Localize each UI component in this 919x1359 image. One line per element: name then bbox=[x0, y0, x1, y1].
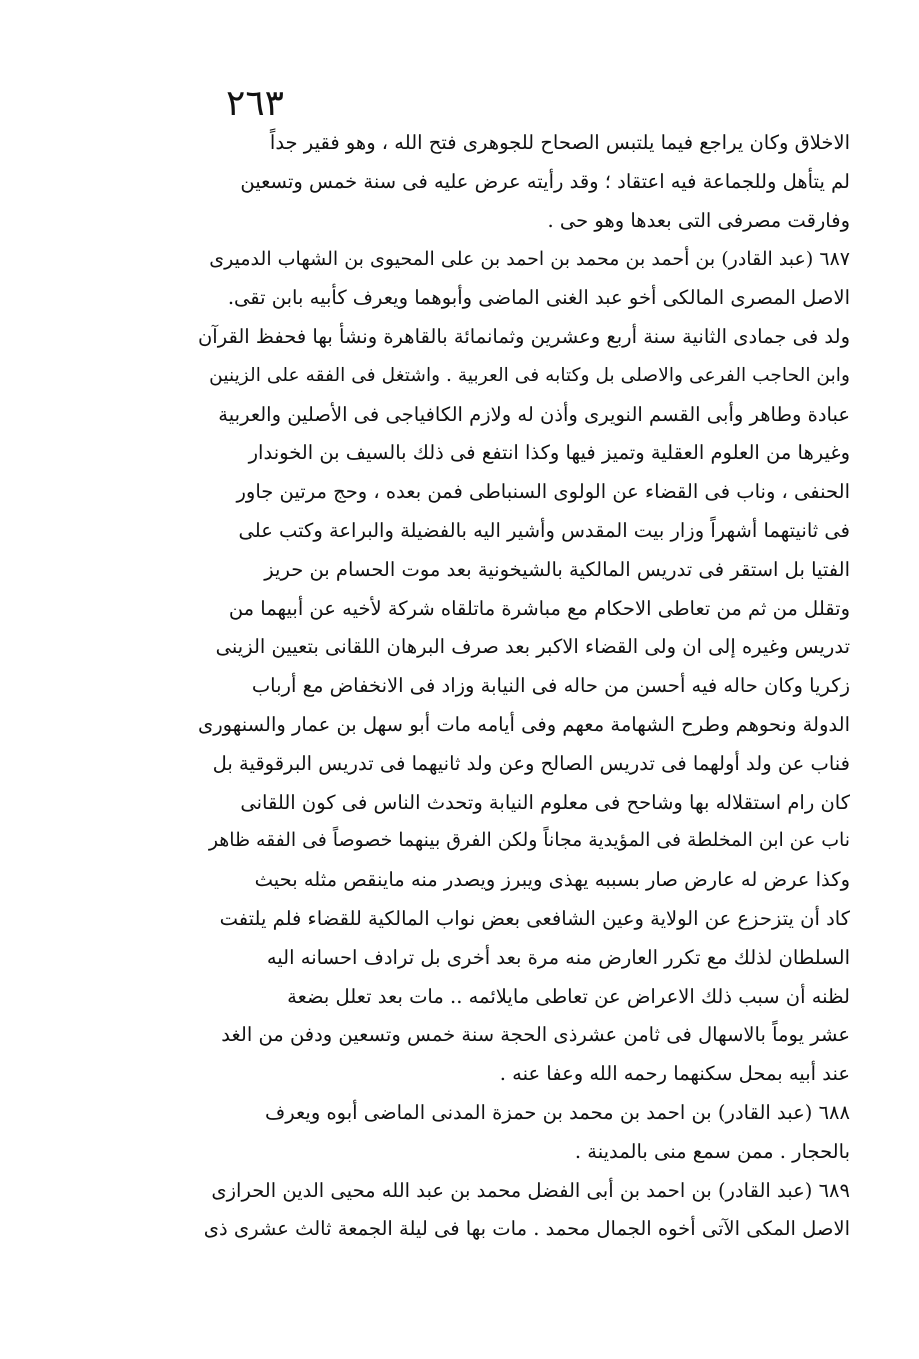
text-line: وابن الحاجب الفرعى والاصلى بل وكتابه فى العربية . واشتغل فى الفقه على الزينين bbox=[209, 364, 850, 386]
text-line: الدولة ونحوهم وطرح الشهامة معهم وفى أيامه مات أبو سهل بن عمار والسنهورى bbox=[197, 712, 850, 736]
text-line: السلطان لذلك مع تكرر العارض منه مرة بعد أخرى بل ترادف احسانه اليه bbox=[266, 945, 850, 969]
text-line: الاخلاق وكان يراجع فيما يلتبس الصحاح للجوهرى فتح الله ، وهو فقير جداً bbox=[269, 131, 850, 154]
entry-heading-688: ٦٨٨ (عبد القادر) بن احمد بن محمد بن حمزة المدنى الماضى أبوه ويعرف bbox=[265, 1100, 850, 1124]
text-line: الاصل المصرى المالكى أخو عبد الغنى الماضى وأبوهما ويعرف كأبيه بابن تقى. bbox=[227, 286, 850, 310]
text-line: وكذا عرض له عارض صار بسببه يهذى ويبرز ويصدر منه ماينقص مثله بحيث bbox=[254, 868, 850, 892]
text-line: وغيرها من العلوم العقلية وتميز فيها وكذا انتفع فى ذلك بالسيف بن الخوندار bbox=[248, 441, 850, 465]
text-line: وفارقت مصرفى التى بعدها وهو حى . bbox=[547, 208, 850, 232]
text-line: فناب عن ولد أولهما فى تدريس الصالح وعن ولد ثانيهما فى تدريس البرقوقية بل bbox=[212, 751, 850, 775]
entry-heading-687: ٦٨٧ (عبد القادر) بن أحمد بن محمد بن احمد بن على المحيوى بن الشهاب الدميرى bbox=[209, 248, 850, 271]
text-line: بالحجار . ممن سمع منى بالمدينة . bbox=[574, 1139, 850, 1163]
page-number: ٢٦٣ bbox=[226, 83, 285, 124]
text-line: كان رام استقلاله بها وشاحح فى معلوم النيابة وتحدث الناس فى كون اللقانى bbox=[240, 790, 850, 814]
text-line: عبادة وطاهر وأبى القسم النويرى وأذن له ولازم الكافياجى فى الأصلين والعربية bbox=[218, 402, 850, 426]
entry-heading-689: ٦٨٩ (عبد القادر) بن احمد بن أبى الفضل محمد بن عبد الله محيى الدين الحرازى bbox=[211, 1178, 850, 1202]
text-line: الحنفى ، وناب فى القضاء عن الولوى السنباطى فمن بعده ، وحج مرتين جاور bbox=[236, 480, 850, 504]
text-line: كاد أن يتزحزع عن الولاية وعين الشافعى بعض نواب المالكية للقضاء فلم يلتفت bbox=[219, 906, 850, 930]
text-line: وتقلل من ثم من تعاطى الاحكام مع مباشرة ماتلقاه شركة لأخيه عن أبيهما من bbox=[228, 596, 850, 620]
text-line: ولد فى جمادى الثانية سنة أربع وعشرين وثمانمائة بالقاهرة ونشأ بها فحفظ القرآن bbox=[197, 324, 850, 348]
text-line: فى ثانيتهما أشهراً وزار بيت المقدس وأشير اليه بالفضيلة والبراعة وكتب على bbox=[238, 518, 850, 542]
text-line: الفتيا بل استقر فى تدريس المالكية بالشيخونية بعد موت الحسام بن حريز bbox=[264, 557, 850, 581]
text-line: عشر يوماً بالاسهال فى ثامن عشرذى الحجة سنة خمس وتسعين ودفن من الغد bbox=[221, 1023, 850, 1047]
text-line: ناب عن ابن المخلطة فى المؤيدية مجاناً ولكن الفرق بينهما خصوصاً فى الفقه ظاهر bbox=[208, 830, 850, 852]
text-line: عند أبيه بمحل سكنهما رحمه الله وعفا عنه . bbox=[499, 1062, 850, 1086]
body-text bbox=[196, 124, 850, 1249]
text-line: تدريس وغيره إلى ان ولى القضاء الاكبر بعد صرف البرهان اللقانى بتعيين الزينى bbox=[215, 635, 850, 659]
text-line: لم يتأهل وللجماعة فيه اعتقاد ؛ وقد رأيته عرض عليه فى سنة خمس وتسعين bbox=[240, 169, 850, 193]
text-line: زكريا وكان حاله فيه أحسن من حاله فى النيابة وزاد فى الانخفاض مع أرباب bbox=[251, 674, 850, 698]
text-line: لظنه أن سبب ذلك الاعراض عن تعاطى مايلائمه .. مات بعد تعلل بضعة bbox=[287, 984, 850, 1008]
text-line: الاصل المكى الآتى أخوه الجمال محمد . مات بها فى ليلة الجمعة ثالث عشرى ذى bbox=[203, 1217, 850, 1241]
